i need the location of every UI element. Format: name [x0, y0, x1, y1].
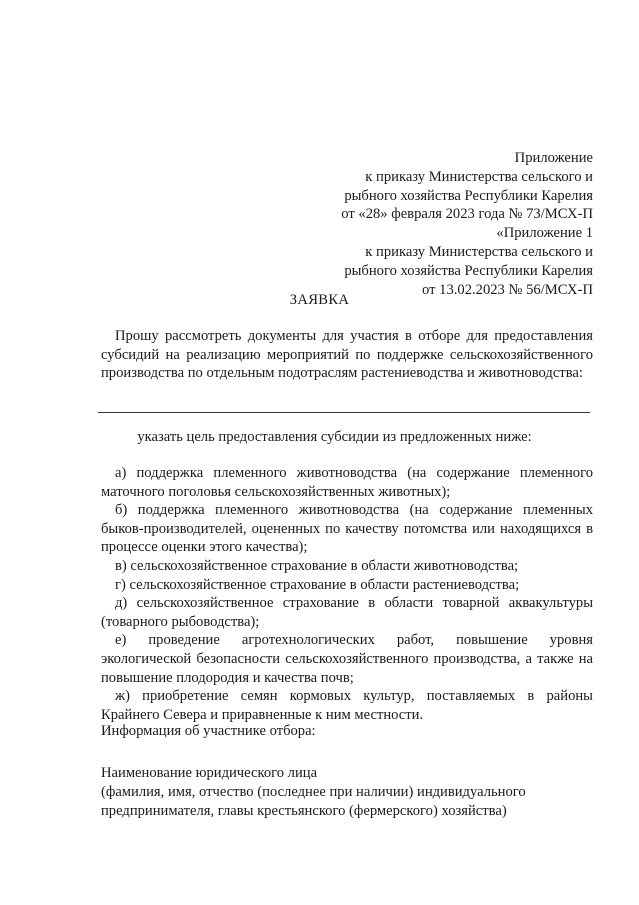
entity-line: Наименование юридического лица: [101, 765, 318, 781]
header-line: от 13.02.2023 № 56/МСХ-П: [422, 281, 593, 298]
subsidy-option: ж) приобретение семян кормовых культур, поставляемых в районы Крайнего Севера и приравненные к ним местности.: [101, 688, 593, 723]
header-line: «Приложение 1: [496, 225, 593, 242]
header-line: к приказу Министерства сельского и: [365, 243, 593, 260]
header-line: рыбного хозяйства Республики Карелия: [344, 187, 593, 204]
document-title: ЗАЯВКА: [289, 292, 350, 308]
intro-paragraph: Прошу рассмотреть документы для участия в отборе для предоставления субсидий на реализацию мероприятий по поддержке сельскохозяйственного производства по отдельным подотраслям растениеводства и животноводства:: [101, 328, 593, 382]
subsidy-option: а) поддержка племенного животноводства (на содержание племенного маточного поголовья сельскохозяйственных животных);: [101, 465, 593, 500]
subsidy-option: б) поддержка племенного животноводства (на содержание племенных быков-производителей, оцененных по качеству потомства или находящихся в процессе оценки этого качества);: [101, 502, 593, 556]
participant-info-heading: Информация об участнике отбора:: [101, 723, 316, 739]
subsidy-options-list: [101, 464, 593, 724]
entity-line: (фамилия, имя, отчество (последнее при наличии) индивидуального: [101, 783, 526, 800]
header-line: к приказу Министерства сельского и: [365, 168, 593, 185]
subsidy-option: г) сельскохозяйственное страхование в области растениеводства;: [115, 576, 520, 593]
header-line: от «28» февраля 2023 года № 73/МСХ-П: [341, 206, 593, 223]
subsidy-option: д) сельскохозяйственное страхование в области товарной аквакультуры (товарного рыбоводства);: [101, 595, 593, 630]
entity-name-label: [101, 764, 526, 820]
subsidy-option: е) проведение агротехнологических работ, повышение уровня экологической безопасности сельскохозяйственного производства, а также на повышение плодородия и качества почв;: [101, 632, 593, 686]
header-line: Приложение: [514, 150, 593, 166]
appendix-header: [293, 149, 593, 299]
fill-in-hint: указать цель предоставления субсидии из предложенных ниже:: [137, 429, 532, 445]
header-line: рыбного хозяйства Республики Карелия: [344, 262, 593, 279]
subsidy-option: в) сельскохозяйственное страхование в области животноводства;: [115, 557, 519, 574]
entity-line: предпринимателя, главы крестьянского (фермерского) хозяйства): [101, 802, 507, 819]
fill-in-line: [98, 412, 590, 413]
